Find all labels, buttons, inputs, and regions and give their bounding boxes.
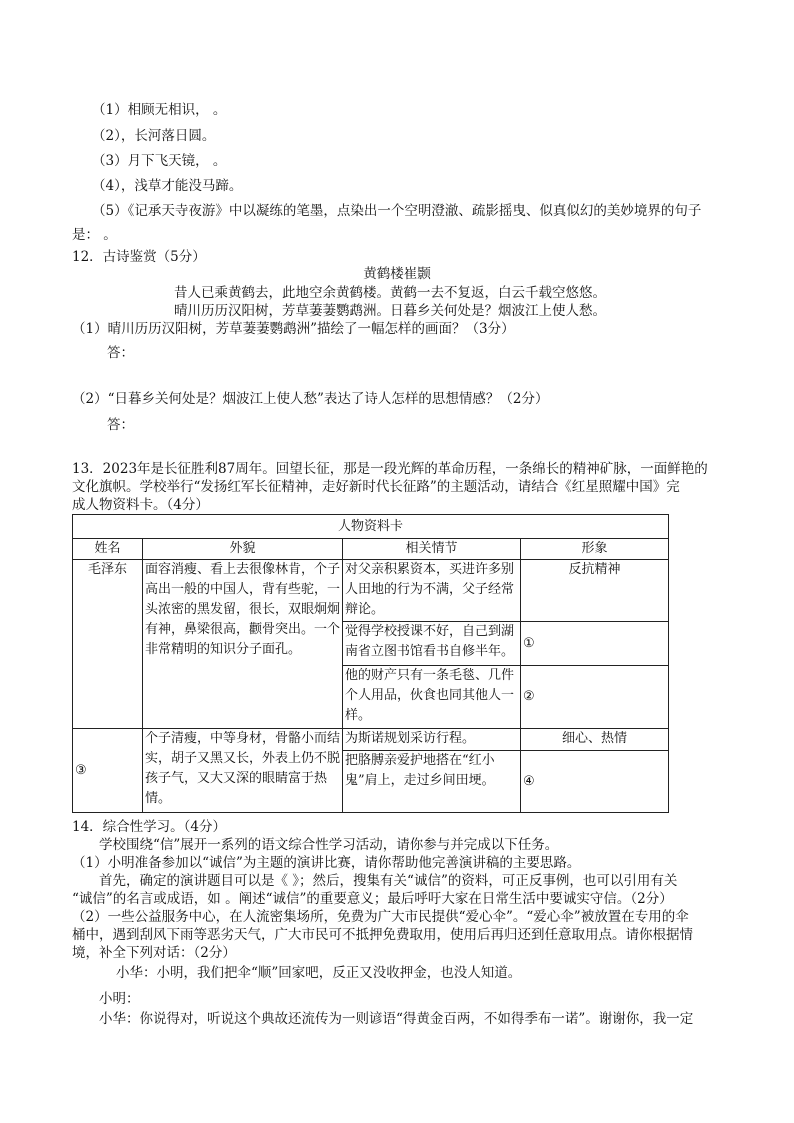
row2-name-blank: ③ [73, 729, 143, 813]
q12-heading: 12．古诗鉴赏（5分） [72, 249, 206, 265]
row1-image-1: 反抗精神 [521, 560, 669, 622]
q14-intro: 学校围绕“信”展开一系列的语文综合性学习活动，请你参与并完成以下任务。 [99, 837, 559, 853]
dialogue-xiaohua-1: 小华：小明，我们把伞“顺”回家吧，反正又没收押金，也没人知道。 [116, 965, 522, 981]
q14-part-2-text-a: （2）一些公益服务中心，在人流密集场所，免费为广大市民提供“爱心伞”。“爱心伞”被放置在专用的伞 [72, 909, 689, 925]
q11-line-1: （1）相顾无相识， 。 [92, 102, 227, 118]
q14-part-1: （1）小明准备参加以“诚信”为主题的演讲比赛，请你帮助他完善演讲稿的主要思路。 [72, 855, 581, 871]
row1-image-3-blank: ② [521, 666, 669, 729]
row1-image-2-blank: ① [521, 622, 669, 666]
poem-line-2: 晴川历历汉阳树，芳草萋萋鹦鹉洲。日暮乡关何处是？烟波江上使人愁。 [174, 303, 606, 319]
row2-plot-1: 为斯诺规划采访行程。 [343, 729, 521, 751]
q11-line-5b: 是： 。 [72, 227, 117, 243]
dialogue-xiaoming: 小明： [99, 991, 140, 1007]
poem-line-1: 昔人已乘黄鹤去，此地空余黄鹤楼。黄鹤一去不复返，白云千载空悠悠。 [174, 285, 606, 301]
q12-sub-question-1: （1）晴川历历汉阳树，芳草萋萋鹦鹉洲”描绘了一幅怎样的画面？（3分） [72, 321, 515, 337]
row2-appearance: 个子清瘦，中等身材，骨骼小而结实，胡子又黑又长，外表上仍不脱孩子气，又大又深的眼睛富于热情。 [143, 729, 343, 813]
dialogue-xiaohua-2: 小华：你说得对，听说这个典故还流传为一则谚语“得黄金百两，不如得季布一诺”。谢谢你，我一定 [99, 1011, 694, 1027]
q14-heading: 14．综合性学习。（4分） [72, 819, 227, 835]
q13-line-1: 13．2023年是长征胜利87周年。回望长征，那是一段光辉的革命历程，一条绵长的精神矿脉，一面鲜艳的 [72, 461, 708, 477]
row1-name: 毛泽东 [73, 560, 143, 729]
header-image: 形象 [521, 539, 669, 560]
q12-answer-2-label: 答： [107, 417, 134, 433]
row2-plot-2: 把胳膊亲爱护地搭在“红小鬼”肩上，走过乡间田埂。 [343, 751, 521, 813]
q14-part-1-text-b: “诚信”的名言或成语，如 。阐述“诚信”的重要意义；最后呼吁大家在日常生活中要诚实守信。（2分） [72, 891, 673, 907]
row1-plot-1: 对父亲积累资本，买进许多别人田地的行为不满，父子经常辩论。 [343, 560, 521, 622]
q11-line-4: （4），浅草才能没马蹄。 [92, 178, 243, 194]
q14-part-1-text-a: 首先，确定的演讲题目可以是《 》；然后，搜集有关“诚信”的资料，可正反事例，也可以引用有关 [99, 873, 678, 889]
character-profile-table [72, 514, 669, 813]
q13-line-3: 成人物资料卡。（4分） [72, 497, 209, 513]
q11-line-5a: （5）《记承天寺夜游》中以凝练的笔墨，点染出一个空明澄澈、疏影摇曳、似真似幻的美妙境界的句子 [92, 203, 702, 219]
row2-image-2-blank: ④ [521, 751, 669, 813]
row1-plot-2: 觉得学校授课不好，自己到湖南省立图书馆看书自修半年。 [343, 622, 521, 666]
row1-plot-3: 他的财产只有一条毛毯、几件个人用品，伙食也同其他人一样。 [343, 666, 521, 729]
table-caption: 人物资料卡 [73, 515, 669, 539]
header-plot: 相关情节 [343, 539, 521, 560]
q11-line-3: （3）月下飞天镜， 。 [92, 153, 227, 169]
q12-sub-question-2: （2）“日暮乡关何处是？烟波江上使人愁”表达了诗人怎样的思想情感？（2分） [72, 391, 549, 407]
row1-appearance: 面容消瘦、看上去很像林肯，个子高出一般的中国人，背有些驼，一头浓密的黑发留，很长，双眼炯炯有神，鼻梁很高，颧骨突出。一个非常精明的知识分子面孔。 [143, 560, 343, 729]
header-name: 姓名 [73, 539, 143, 560]
row2-image-1: 细心、热情 [521, 729, 669, 751]
header-appearance: 外貌 [143, 539, 343, 560]
q11-line-2: （2），长河落日圆。 [92, 128, 216, 144]
q13-line-2: 文化旗帜。学校举行“发扬红军长征精神，走好新时代长征路”的主题活动，请结合《红星照耀中国》完 [72, 479, 680, 495]
poem-title: 黄鹤楼崔颢 [363, 266, 431, 282]
q14-part-2-text-b: 桶中，遇到刮风下雨等恶劣天气，广大市民可不抵押免费取用，使用后再归还到任意取用点。请你根据情 [72, 927, 693, 943]
q14-part-2-text-c: 境，补全下列对话：（2分） [72, 945, 236, 961]
q12-answer-1-label: 答： [107, 345, 134, 361]
